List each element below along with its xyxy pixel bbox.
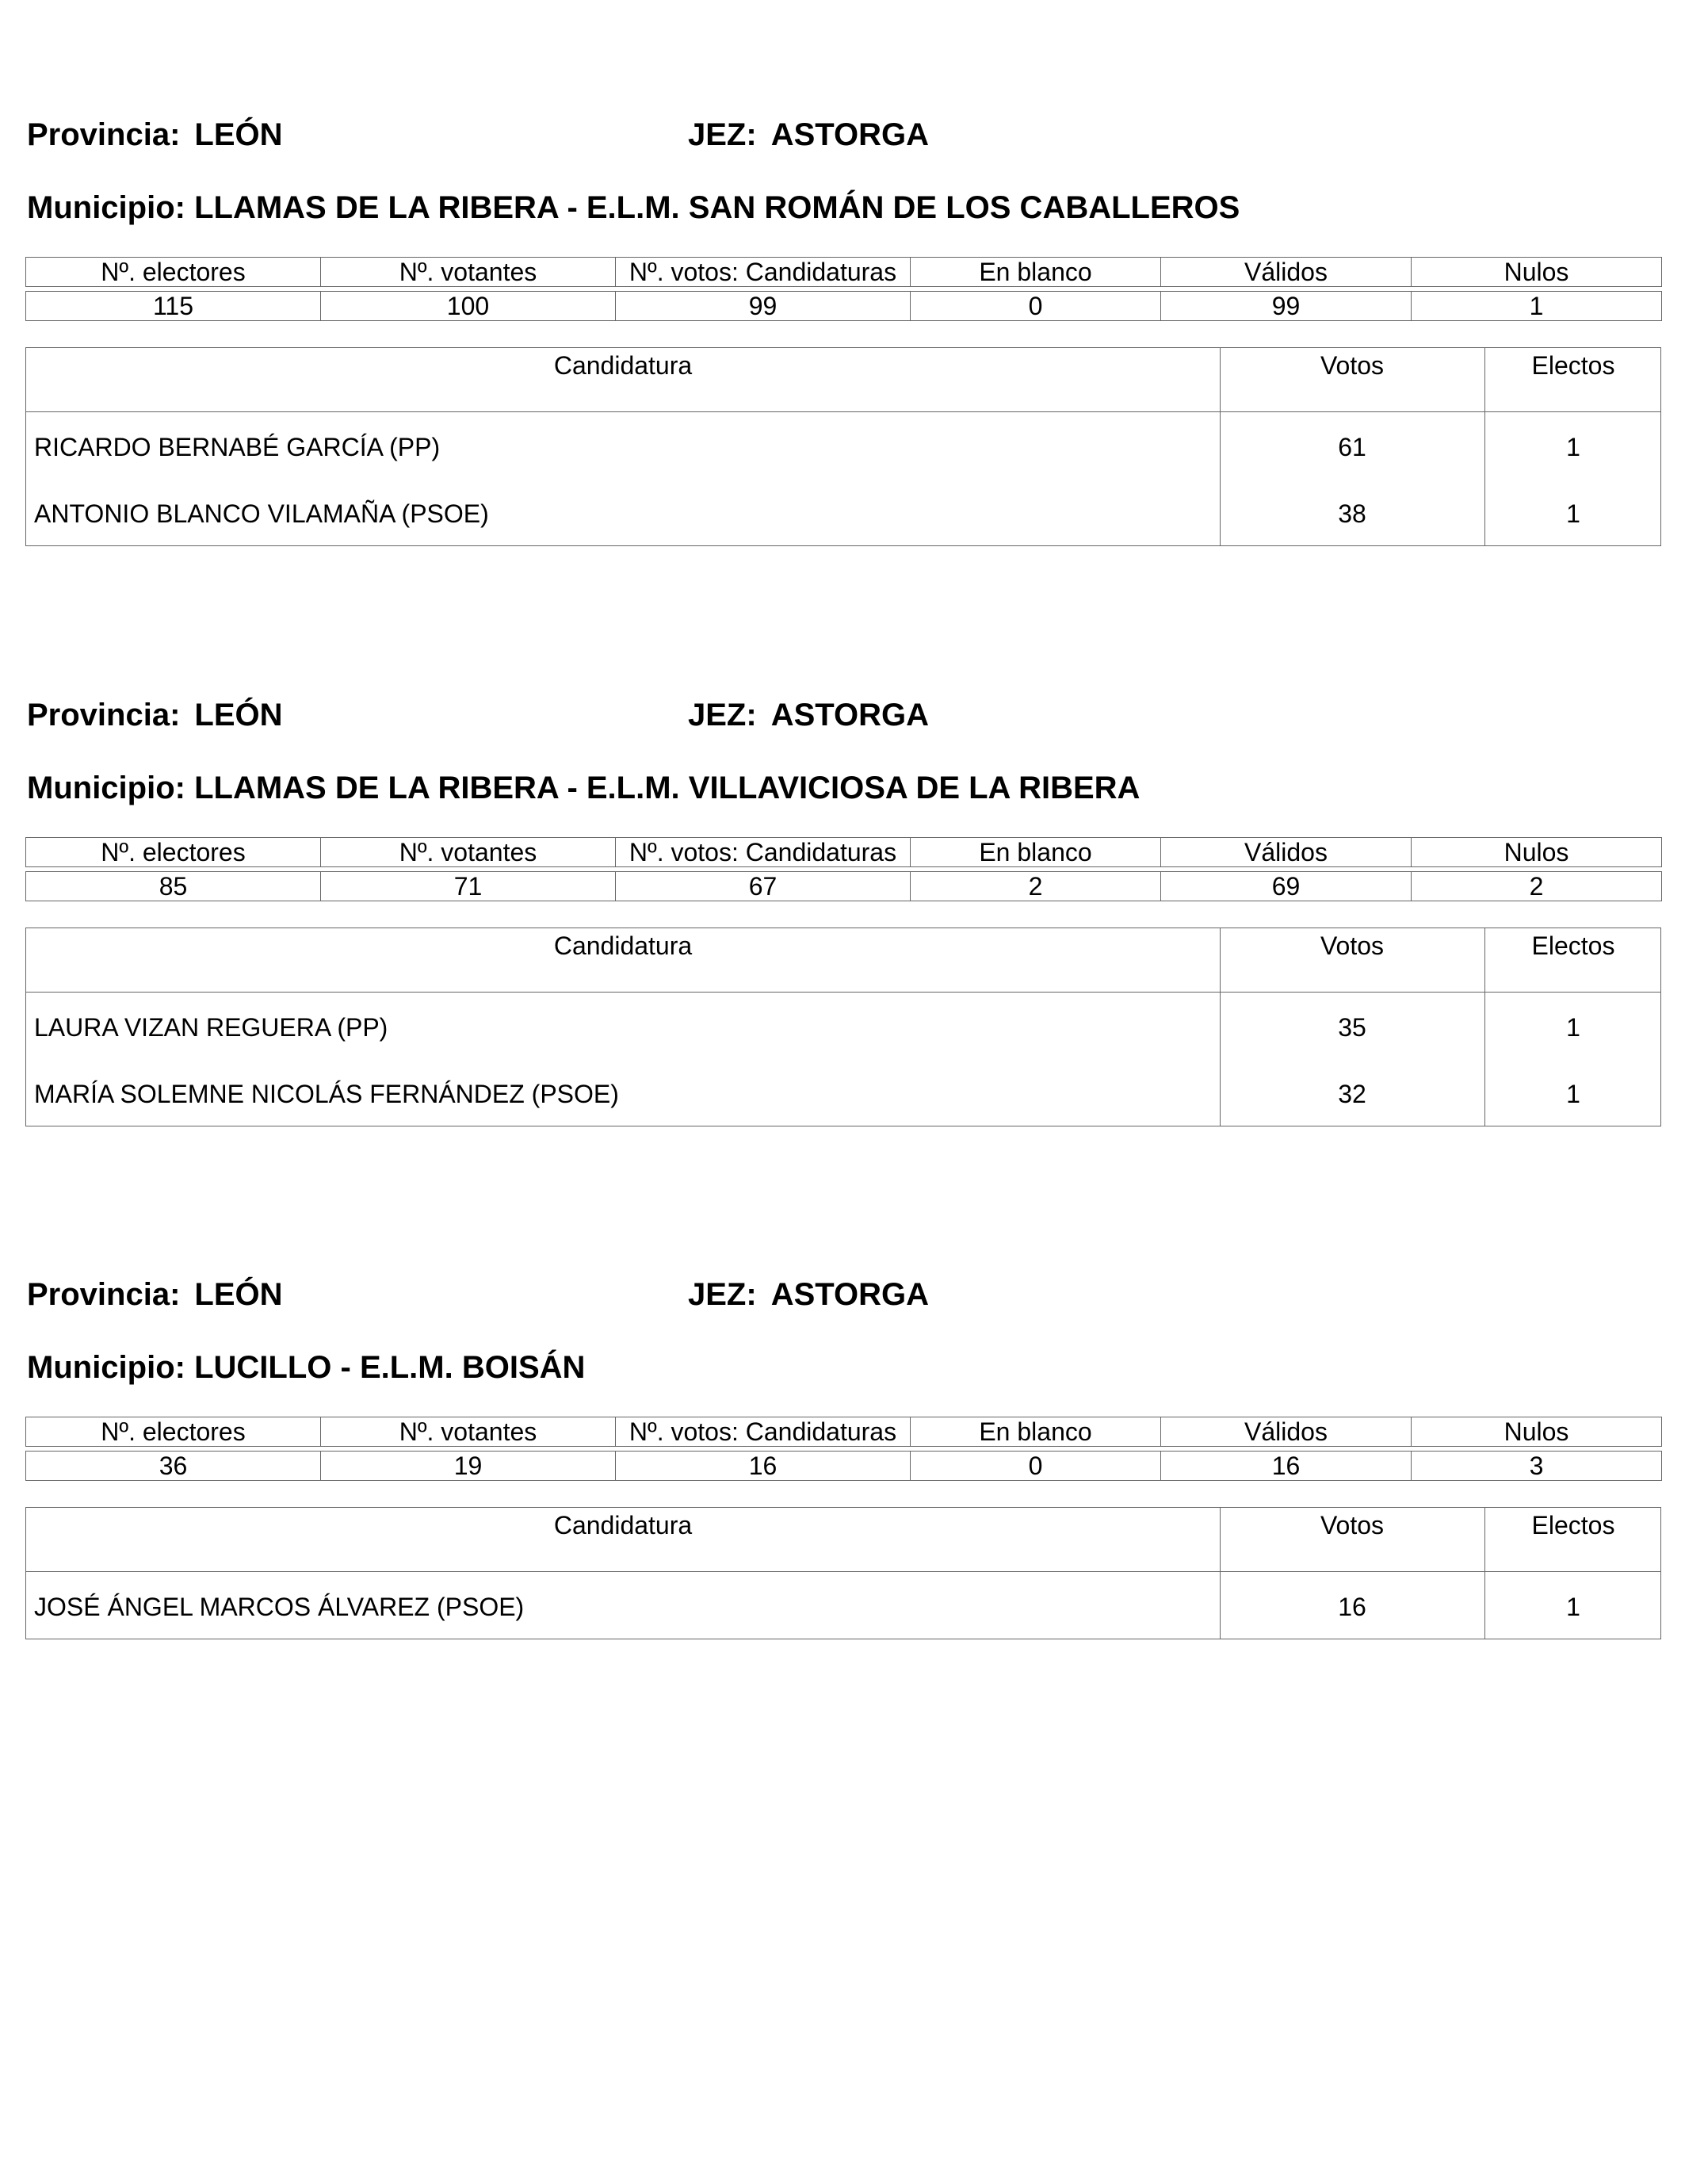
municipio-heading bbox=[27, 769, 1140, 807]
stats-header-row bbox=[26, 258, 1662, 287]
stats-value-cell: 19 bbox=[321, 1452, 616, 1481]
stats-header-cell: Nº. votantes bbox=[321, 1417, 616, 1447]
stats-value-cell: 16 bbox=[616, 1452, 911, 1481]
municipio-value: LLAMAS DE LA RIBERA - E.L.M. VILLAVICIOSA DE LA RIBERA bbox=[194, 771, 1141, 805]
candidate-votos: 16 bbox=[1338, 1593, 1366, 1621]
provincia-heading bbox=[27, 116, 283, 154]
stats-value-cell: 69 bbox=[1161, 872, 1412, 901]
stats-value-row bbox=[26, 292, 1662, 321]
stats-header-cell: En blanco bbox=[911, 838, 1161, 867]
votos-header: Votos bbox=[1320, 931, 1385, 960]
candidate-electos: 1 bbox=[1566, 499, 1580, 528]
stats-value-cell: 2 bbox=[1412, 872, 1662, 901]
stats-header-cell: Nº. votos: Candidaturas bbox=[616, 838, 911, 867]
candidate-name: RICARDO BERNABÉ GARCÍA (PP) bbox=[34, 433, 441, 461]
candidates-table bbox=[25, 347, 1661, 546]
candidate-votos: 35 bbox=[1338, 1013, 1366, 1042]
stats-value-cell: 16 bbox=[1161, 1452, 1412, 1481]
stats-value-cell: 99 bbox=[1161, 292, 1412, 321]
stats-value-cell: 85 bbox=[26, 872, 321, 901]
jez-heading bbox=[688, 1276, 929, 1314]
jez-label: JEZ: bbox=[688, 117, 757, 152]
candidate-votos: 61 bbox=[1338, 433, 1366, 461]
jez-label: JEZ: bbox=[688, 1277, 757, 1312]
jez-value: ASTORGA bbox=[770, 1277, 929, 1312]
electos-header: Electos bbox=[1531, 931, 1615, 960]
stats-table bbox=[25, 1417, 1662, 1481]
provincia-label: Provincia: bbox=[27, 698, 181, 732]
jez-heading bbox=[688, 696, 929, 734]
stats-value-cell: 71 bbox=[321, 872, 616, 901]
provincia-heading bbox=[27, 696, 283, 734]
candidatura-header: Candidatura bbox=[553, 1511, 693, 1540]
stats-value-row bbox=[26, 872, 1662, 901]
candidate-row bbox=[26, 1059, 1660, 1126]
candidatura-header: Candidatura bbox=[553, 931, 693, 960]
stats-header-cell: Nº. votantes bbox=[321, 258, 616, 287]
jez-value: ASTORGA bbox=[770, 117, 929, 152]
provincia-label: Provincia: bbox=[27, 1277, 181, 1312]
provincia-heading bbox=[27, 1276, 283, 1314]
stats-table bbox=[25, 257, 1662, 321]
votos-header: Votos bbox=[1320, 351, 1385, 380]
municipio-value: LUCILLO - E.L.M. BOISÁN bbox=[194, 1350, 586, 1385]
stats-value-cell: 0 bbox=[911, 1452, 1161, 1481]
candidate-row bbox=[26, 1572, 1660, 1639]
stats-value-cell: 67 bbox=[616, 872, 911, 901]
candidate-name: MARÍA SOLEMNE NICOLÁS FERNÁNDEZ (PSOE) bbox=[34, 1080, 619, 1108]
stats-header-cell: Nº. votantes bbox=[321, 838, 616, 867]
provincia-value: LEÓN bbox=[194, 117, 283, 152]
stats-value-cell: 100 bbox=[321, 292, 616, 321]
jez-heading bbox=[688, 116, 929, 154]
candidate-row bbox=[26, 479, 1660, 545]
stats-header-cell: Válidos bbox=[1161, 838, 1412, 867]
votos-header: Votos bbox=[1320, 1511, 1385, 1540]
candidate-electos: 1 bbox=[1566, 1593, 1580, 1621]
stats-header-cell: En blanco bbox=[911, 1417, 1161, 1447]
jez-value: ASTORGA bbox=[770, 698, 929, 732]
candidate-row bbox=[26, 412, 1660, 479]
candidates-header-row bbox=[26, 1508, 1660, 1572]
provincia-value: LEÓN bbox=[194, 698, 283, 732]
candidate-row bbox=[26, 993, 1660, 1059]
municipio-heading bbox=[27, 1348, 585, 1387]
candidate-votos: 32 bbox=[1338, 1080, 1366, 1108]
candidate-electos: 1 bbox=[1566, 433, 1580, 461]
stats-value-row bbox=[26, 1452, 1662, 1481]
stats-header-cell: Nº. electores bbox=[26, 838, 321, 867]
municipio-label: Municipio: bbox=[27, 1350, 185, 1385]
stats-header-cell: Nulos bbox=[1412, 838, 1662, 867]
stats-header-row bbox=[26, 838, 1662, 867]
candidate-votos: 38 bbox=[1338, 499, 1366, 528]
candidates-table bbox=[25, 1507, 1661, 1639]
stats-header-cell: Nº. electores bbox=[26, 1417, 321, 1447]
stats-header-row bbox=[26, 1417, 1662, 1447]
candidate-name: LAURA VIZAN REGUERA (PP) bbox=[34, 1013, 388, 1042]
candidates-header-row bbox=[26, 348, 1660, 412]
candidates-table bbox=[25, 928, 1661, 1126]
stats-header-cell: Nulos bbox=[1412, 258, 1662, 287]
electos-header: Electos bbox=[1531, 351, 1615, 380]
stats-value-cell: 0 bbox=[911, 292, 1161, 321]
electos-header: Electos bbox=[1531, 1511, 1615, 1540]
stats-value-cell: 99 bbox=[616, 292, 911, 321]
stats-header-cell: Válidos bbox=[1161, 258, 1412, 287]
municipio-heading bbox=[27, 189, 1240, 227]
municipio-label: Municipio: bbox=[27, 771, 185, 805]
provincia-value: LEÓN bbox=[194, 1277, 283, 1312]
candidates-header-row bbox=[26, 928, 1660, 993]
stats-header-cell: Nº. votos: Candidaturas bbox=[616, 1417, 911, 1447]
provincia-label: Provincia: bbox=[27, 117, 181, 152]
stats-value-cell: 115 bbox=[26, 292, 321, 321]
stats-header-cell: Nº. votos: Candidaturas bbox=[616, 258, 911, 287]
stats-header-cell: En blanco bbox=[911, 258, 1161, 287]
stats-value-cell: 36 bbox=[26, 1452, 321, 1481]
candidate-name: ANTONIO BLANCO VILAMAÑA (PSOE) bbox=[34, 499, 489, 528]
candidate-name: JOSÉ ÁNGEL MARCOS ÁLVAREZ (PSOE) bbox=[34, 1593, 525, 1621]
stats-value-cell: 1 bbox=[1412, 292, 1662, 321]
stats-header-cell: Válidos bbox=[1161, 1417, 1412, 1447]
stats-value-cell: 2 bbox=[911, 872, 1161, 901]
municipio-value: LLAMAS DE LA RIBERA - E.L.M. SAN ROMÁN DE LOS CABALLEROS bbox=[194, 190, 1240, 225]
stats-header-cell: Nulos bbox=[1412, 1417, 1662, 1447]
candidate-electos: 1 bbox=[1566, 1013, 1580, 1042]
candidate-electos: 1 bbox=[1566, 1080, 1580, 1108]
municipio-label: Municipio: bbox=[27, 190, 185, 225]
stats-value-cell: 3 bbox=[1412, 1452, 1662, 1481]
jez-label: JEZ: bbox=[688, 698, 757, 732]
stats-table bbox=[25, 837, 1662, 901]
stats-header-cell: Nº. electores bbox=[26, 258, 321, 287]
candidatura-header: Candidatura bbox=[553, 351, 693, 380]
